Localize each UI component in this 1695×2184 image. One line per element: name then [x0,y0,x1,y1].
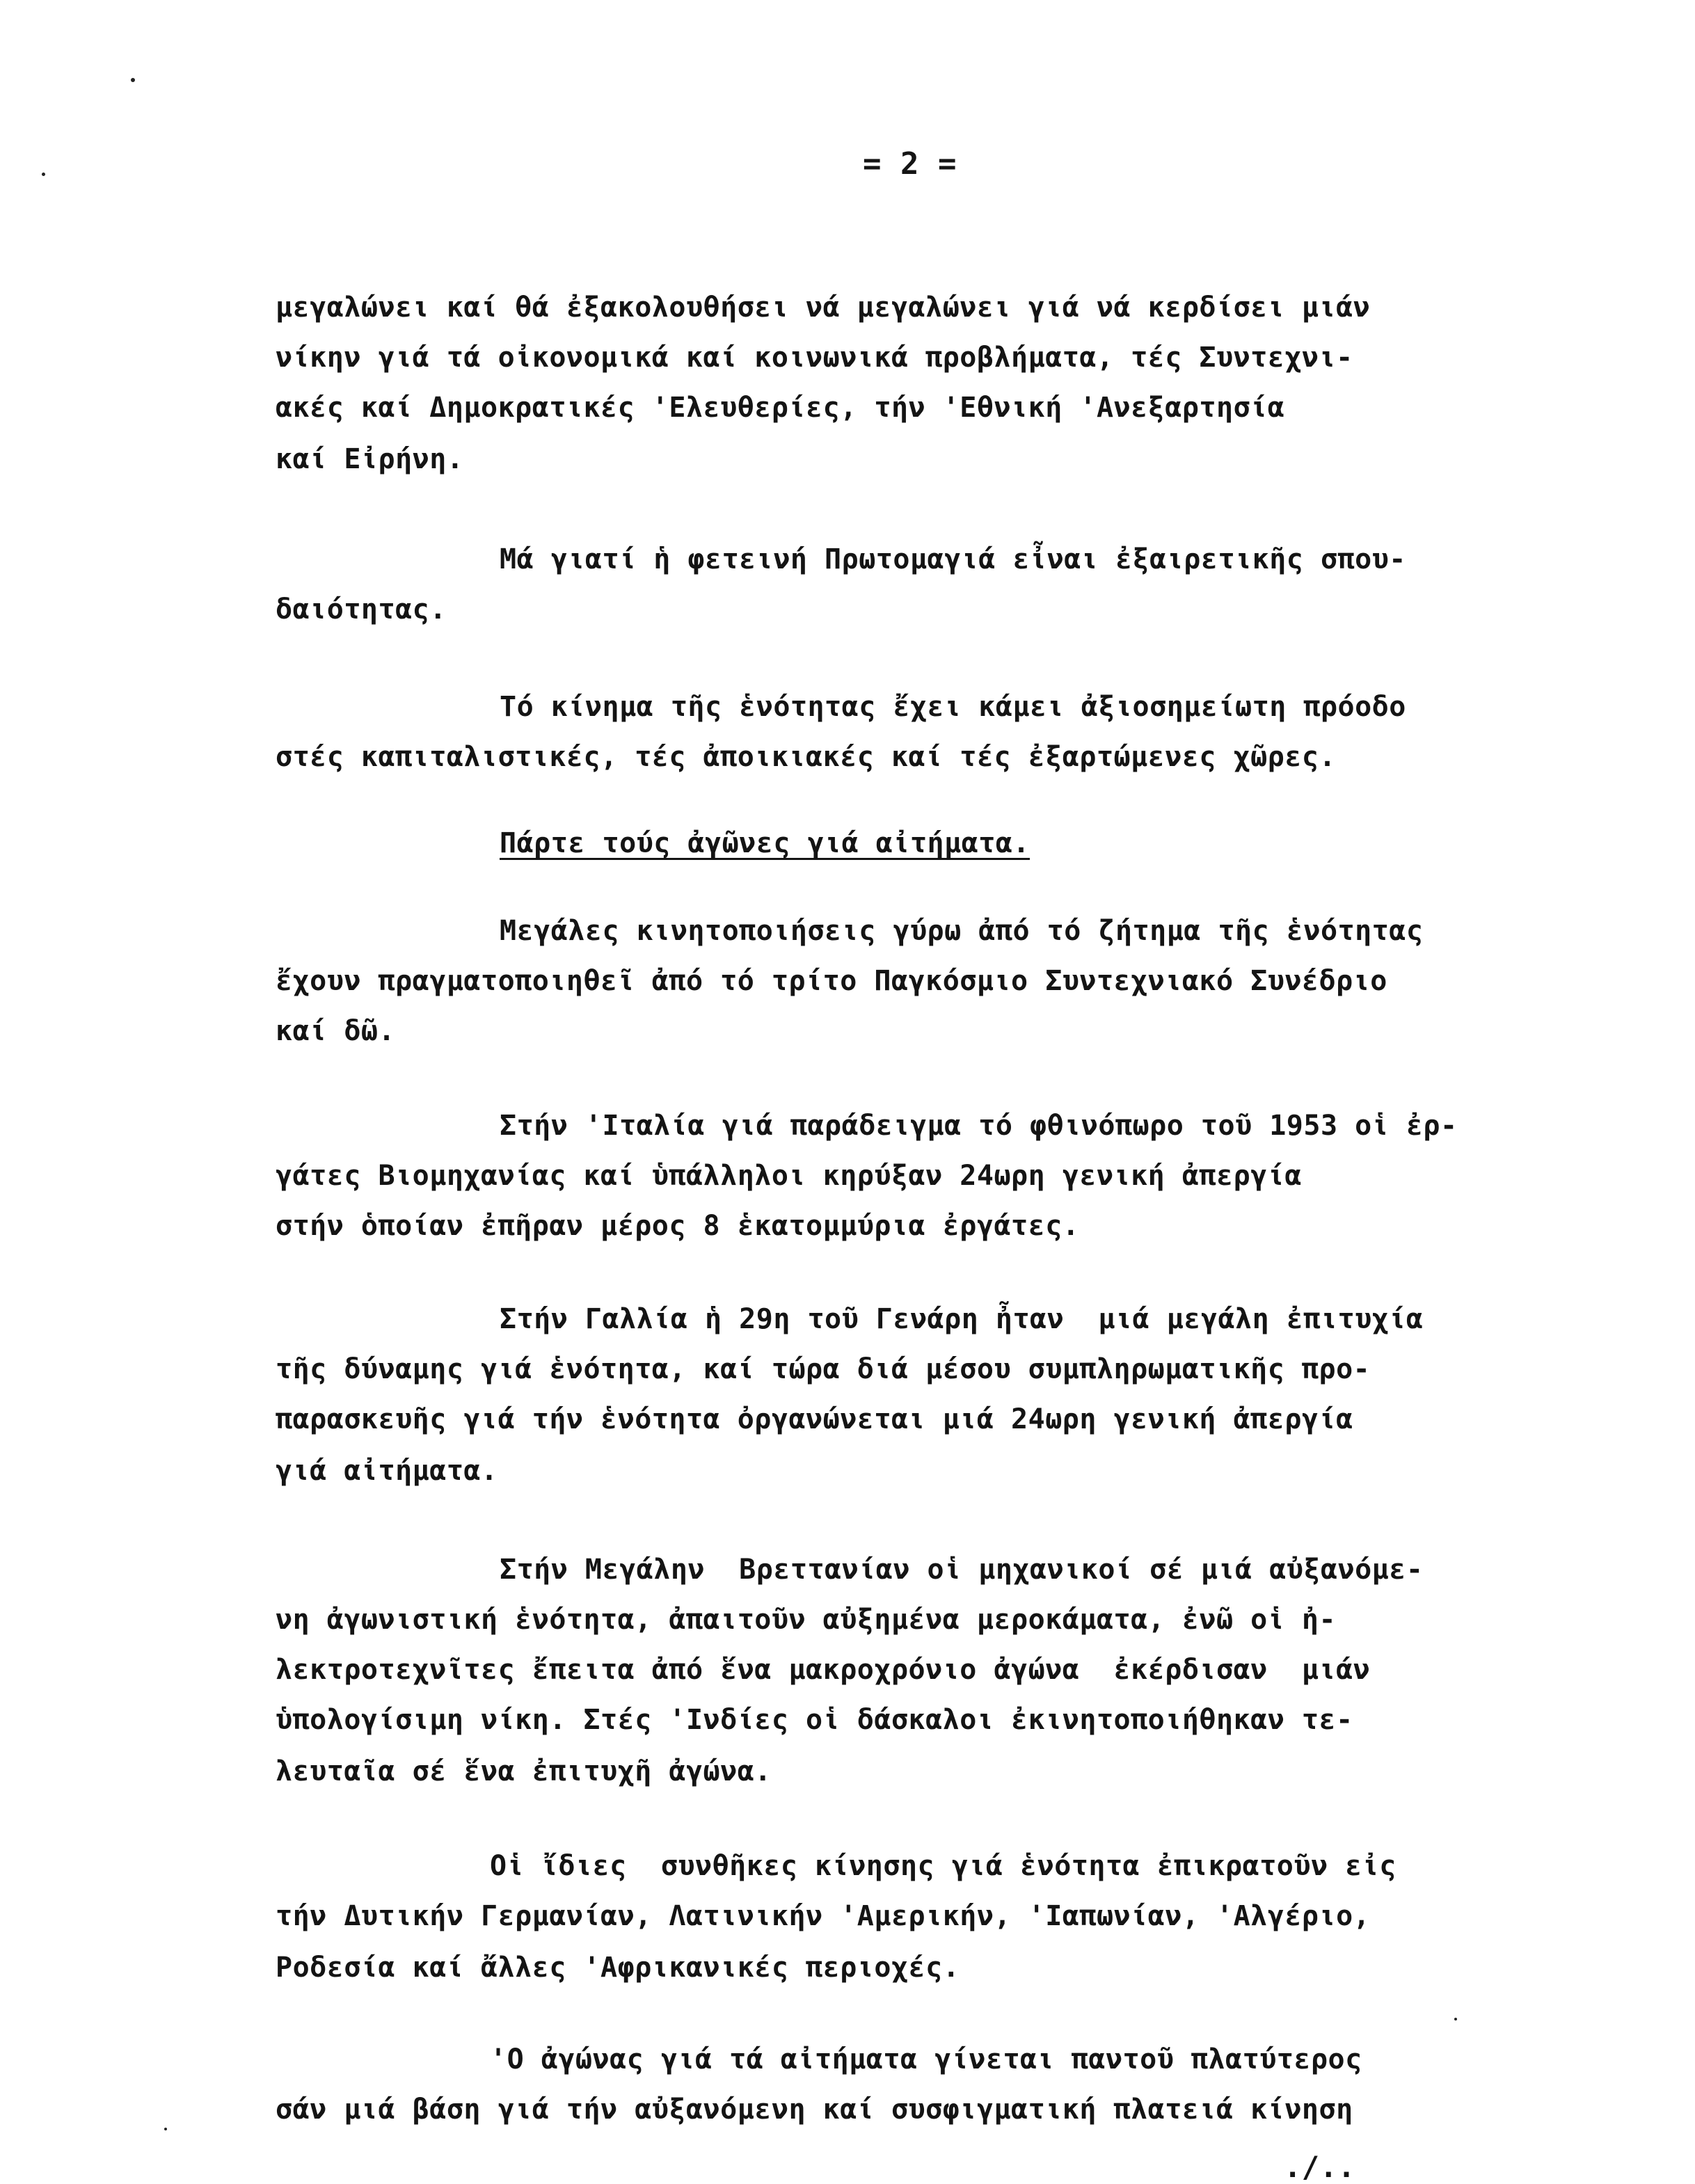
text-line: καί δῶ. [276,1015,396,1047]
text-line: Μεγάλες κινητοποιήσεις γύρω ἀπό τό ζήτημα τῆς ἑνότητας [500,915,1424,947]
text-line: ἔχουν πραγματοποιηθεῖ ἀπό τό τρίτο Παγκόσμιο Συντεχνιακό Συνέδριο [276,965,1387,997]
text-line: Στήν Μεγάλην Βρεττανίαν οἱ μηχανικοί σέ μιά αὐξανόμε- [500,1554,1424,1586]
text-line: γάτες Βιομηχανίας καί ὑπάλληλοι κηρύξαν 24ωρη γενική ἀπεργία [276,1160,1302,1192]
text-line: ὑπολογίσιμη νίκη. Στές 'Ινδίες οἱ δάσκαλοι ἐκινητοποιήθηκαν τε- [276,1704,1353,1736]
text-line: νη ἀγωνιστική ἑνότητα, ἀπαιτοῦν αὐξημένα μεροκάματα, ἐνῶ οἱ ἠ- [276,1604,1337,1636]
text-line: ακές καί Δημοκρατικές 'Ελευθερίες, τήν 'Εθνική 'Ανεξαρτησία [276,392,1285,424]
text-line: σάν μιά βάση γιά τήν αὐξανόμενη καί συσφιγματική πλατειά κίνηση [276,2094,1353,2126]
section-heading: Πάρτε τούς ἀγῶνες γιά αἰτήματα. [500,827,1030,859]
text-line: Τό κίνημα τῆς ἑνότητας ἔχει κάμει ἀξιοσημείωτη πρόοδο [500,691,1406,723]
continuation-mark: ./.. [1284,2150,1356,2184]
text-line: στές καπιταλιστικές, τές ἀποικιακές καί τές ἐξαρτώμενες χῶρες. [276,741,1337,773]
text-line: παρασκευῆς γιά τήν ἑνότητα ὀργανώνεται μιά 24ωρη γενική ἀπεργία [276,1403,1353,1435]
scan-speck [131,78,135,82]
text-line: μεγαλώνει καί θά ἐξακολουθήσει νά μεγαλώνει γιά νά κερδίσει μιάν [276,292,1371,324]
text-line: δαιότητας. [276,593,447,625]
text-line: τήν Δυτικήν Γερμανίαν, Λατινικήν 'Αμερικήν, 'Ιαπωνίαν, 'Αλγέριο, [276,1900,1371,1932]
text-line: Μά γιατί ἡ φετεινή Πρωτομαγιά εἶναι ἐξαιρετικῆς σπου- [500,543,1406,575]
text-line: τῆς δύναμης γιά ἑνότητα, καί τώρα διά μέσου συμπληρωματικῆς προ- [276,1353,1371,1385]
text-line: Ροδεσία καί ἄλλες 'Αφρικανικές περιοχές. [276,1952,960,1984]
text-line: νίκην γιά τά οἰκονομικά καί κοινωνικά προβλήματα, τές Συντεχνι- [276,342,1353,374]
page-number: = 2 = [863,146,957,182]
text-line: καί Εἰρήνη. [276,443,464,475]
scan-speck [1454,2018,1457,2020]
text-line: 'Ο ἀγώνας γιά τά αἰτήματα γίνεται παντοῦ πλατύτερος [490,2043,1362,2075]
text-line: γιά αἰτήματα. [276,1455,498,1487]
text-line: λεκτροτεχνῖτες ἔπειτα ἀπό ἕνα μακροχρόνιο ἀγώνα ἐκέρδισαν μιάν [276,1654,1371,1686]
text-line: λευταῖα σέ ἕνα ἐπιτυχῆ ἀγώνα. [276,1755,772,1787]
text-line: Στήν 'Ιταλία γιά παράδειγμα τό φθινόπωρο τοῦ 1953 οἱ ἐρ- [500,1110,1458,1142]
scan-speck [164,2128,167,2130]
text-line: στήν ὁποίαν ἐπῆραν μέρος 8 ἑκατομμύρια ἐργάτες. [276,1210,1080,1242]
text-line: Οἱ ἴδιες συνθῆκες κίνησης γιά ἑνότητα ἐπικρατοῦν εἰς [490,1850,1396,1882]
scan-speck [42,173,45,176]
text-line: Στήν Γαλλία ἡ 29η τοῦ Γενάρη ἦταν μιά μεγάλη ἐπιτυχία [500,1303,1424,1335]
